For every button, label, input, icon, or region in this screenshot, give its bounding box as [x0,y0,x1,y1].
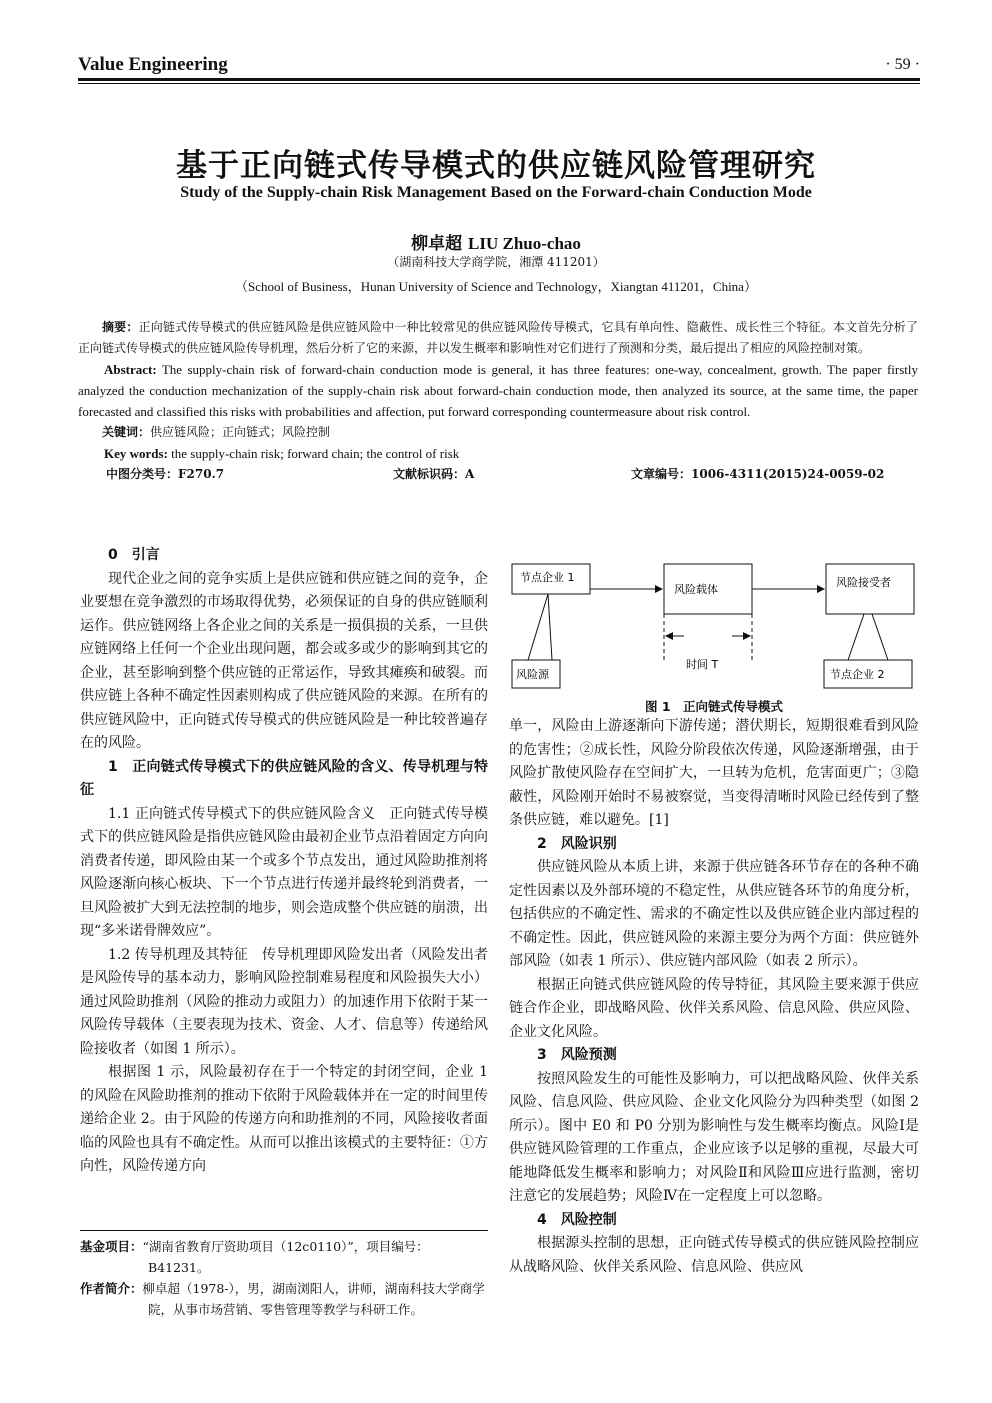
paragraph: 根据源头控制的思想，正向链式传导模式的供应链风险控制应从战略风险、伙伴关系风险、信息风险、供应风 [509,1235,919,1275]
fund-text: “湖南省教育厅资助项目（12c0110）”，项目编号：B41231。 [142,1239,429,1275]
document-code: 文献标识码：A [393,467,475,481]
section-heading: 1 正向链式传导模式下的供应链风险的含义、传导机理与特征 [80,758,488,798]
source-line-right [548,594,552,660]
journal-name: Value Engineering [78,54,228,75]
left-column [80,544,488,1179]
classification-line [78,464,918,485]
footnote-rule [80,1230,488,1231]
paragraph: 供应链风险从本质上讲，来源于供应链各环节存在的各种不确定性因素以及外部环境的不稳定性，从供应链各环节的角度分析，包括供应的不确定性、需求的不确定性以及供应链企业内部过程的不确定性。因此，供应链风险的来源主要分为两个方面：供应链外部风险（如表 1 所示）、供应链内部风险（如表 2 所示）。 [509,859,919,969]
receiver-line-left [848,614,864,660]
paragraph: 根据图 1 示，风险最初存在于一个特定的封闭空间，企业 1 的风险在风险助推剂的推动下依附于风险载体并在一定的时间里传递给企业 2。由于风险的传递方向和助推剂的不同，风险接收者面临的风险也具有不确定性。从而可以推出该模式的主要特征：①方向性，风险传递方向 [80,1064,488,1174]
abstract-text-zh: 正向链式传导模式的供应链风险是供应链风险中一种比较常见的供应链风险传导模式，它具有单向性、隐蔽性、成长性三个特征。本文首先分析了正向链式传导模式的供应链风险传导机理，然后分析了它的来源，并以发生概率和影响性对它们进行了预测和分类，最后提出了相应的风险控制对策。 [78,320,918,355]
keywords-english [78,443,918,464]
title-english: Study of the Supply-chain Risk Management Based on the Forward-chain Conduction Mode [180,184,812,201]
paragraph: 1.1 正向链式传导模式下的供应链风险含义 正向链式传导模式下的供应链风险是指供应链风险由最初企业节点沿着固定方向向消费者传递，即风险由某一个或多个节点发出，通过风险助推剂将风险逐渐向核心板块、下一个节点进行传递并最终轮到消费者，一旦风险被扩大到无法控制的地步，则会造成整个供应链的崩溃，出现“多米诺骨牌效应”。 [80,805,488,939]
section-heading: 4 风险控制 [537,1211,617,1228]
abstract-block [78,317,918,485]
running-header [78,52,920,78]
abstract-english [78,359,918,422]
title-chinese: 基于正向链式传导模式的供应链风险管理研究 [176,148,816,184]
page-number: · 59 · [885,56,920,73]
author-bio-text: 柳卓超（1978-），男，湖南浏阳人，讲师，湖南科技大学商学院，从事市场营销、零售管理等教学与科研工作。 [142,1281,485,1317]
paragraph: 现代企业之间的竞争实质上是供应链和供应链之间的竞争，企业要想在竞争激烈的市场取得优势，必须保证的自身的供应链顺利运作。供应链网络上各企业之间的关系是一损俱损的关系，一旦供应链网络上任何一个企业出现问题，都会或多或少的影响到其它的企业，甚至影响到整个供应链的正常运作，导致其瘫痪和破裂。而供应链上各种不确定性因素则构成了供应链风险的来源。在所有的供应链风险中，正向链式传导模式的供应链风险是一种比较普遍存在的风险。 [80,570,488,751]
author-bio-label: 作者简介： [80,1281,143,1296]
figure-1-caption: 图 1 正向链式传导模式 [644,699,784,714]
author-line [0,229,992,254]
figure-1 [508,560,920,700]
clc-number: 中图分类号：F270.7 [106,467,225,481]
article-number: 文章编号：1006-4311(2015)24-0059-02 [631,467,885,481]
abstract-chinese [78,317,918,359]
risk-receiver-label: 风险接受者 [836,576,891,589]
footnote-block [80,1236,490,1320]
keywords-label-en: Key words: [104,446,168,461]
keywords-text-zh: 供应链风险；正向链式；风险控制 [150,425,331,439]
risk-carrier-label: 风险载体 [674,583,718,596]
abstract-label-zh: 摘要： [102,320,139,334]
affiliation-english: （School of Business，Hunan University of Science and Technology，Xiangtan 411201，China） [235,279,757,294]
paragraph: 按照风险发生的可能性及影响力，可以把战略风险、伙伴关系风险、信息风险、供应风险、企业文化风险分为四种类型（如图 2 所示）。图中 E0 和 P0 分别为影响性与发生概率均衡点。风险Ⅰ是供应链风险管理的工作重点，企业应该予以足够的重视，尽最大可能地降低发生概率和影响力；对风险Ⅱ和风险Ⅲ应进行监测，密切注意它的发展趋势；风险Ⅳ在一定程度上可以忽略。 [509,1070,919,1204]
source-line-left [528,594,548,660]
paragraph: 单一，风险由上游逐渐向下游传递；潜伏期长，短期很难看到风险的危害性；②成长性，风险分阶段依次传递，风险逐渐增强，由于风险扩散使风险存在空间扩大，一旦转为危机，危害面更广；③隐蔽性，风险刚开始时不易被察觉，当变得清晰时风险已经传到了整条供应链，难以避免。[1] [509,718,919,828]
fund-label: 基金项目： [80,1239,143,1254]
section-heading: 0 引言 [108,547,160,563]
keywords-label-zh: 关键词： [102,425,151,439]
fund-note [80,1236,490,1278]
abstract-label-en: Abstract: [104,362,157,377]
keywords-text-en: the supply-chain risk; forward chain; the control of risk [171,446,460,461]
right-column [509,715,919,1279]
section-heading: 2 风险识别 [537,835,617,852]
risk-source-label: 风险源 [516,668,549,681]
author-name-en: LIU Zhuo-chao [468,234,581,253]
paragraph: 1.2 传导机理及其特征 传导机理即风险发出者（风险发出者是风险传导的基本动力，影响风险控制难易程度和风险损失大小）通过风险助推剂（风险的推动力或阻力）的加速作用下依附于某一风险传导载体（主要表现为技术、资金、人才、信息等）传递给风险接收者（如图 1 所示）。 [80,946,488,1057]
receiver-line-right [872,614,888,660]
figure-1-diagram [508,560,920,700]
node-enterprise-2-label: 节点企业 2 [830,668,885,681]
keywords-chinese [78,422,918,443]
header-rule-thin [78,83,920,84]
header-rule-thick [78,78,920,81]
risk-receiver-box [826,564,914,614]
affiliation-chinese: （湖南科技大学商学院，湘潭 411201） [387,255,605,269]
node-enterprise-1-label: 节点企业 1 [520,571,575,584]
abstract-text-en: The supply-chain risk of forward-chain conduction mode is general, it has three features: one-way, concealment, growth. The paper firstly analyzed the conduction mechanization of the supply-chain risk about forward-chain conduction mode, then analyzed its source, at the same time, the paper forecasted and classified this risks with probabilities and affection, put forward corresponding countermeasure about risk control. [78,362,919,419]
author-note [80,1278,490,1320]
paragraph: 根据正向链式供应链风险的传导特征，其风险主要来源于供应链合作企业，即战略风险、伙伴关系风险、信息风险、供应风险、企业文化风险。 [509,976,919,1040]
time-label: 时间 T [686,658,719,671]
author-name-zh: 柳卓超 [411,234,463,254]
section-heading: 3 风险预测 [537,1047,617,1063]
